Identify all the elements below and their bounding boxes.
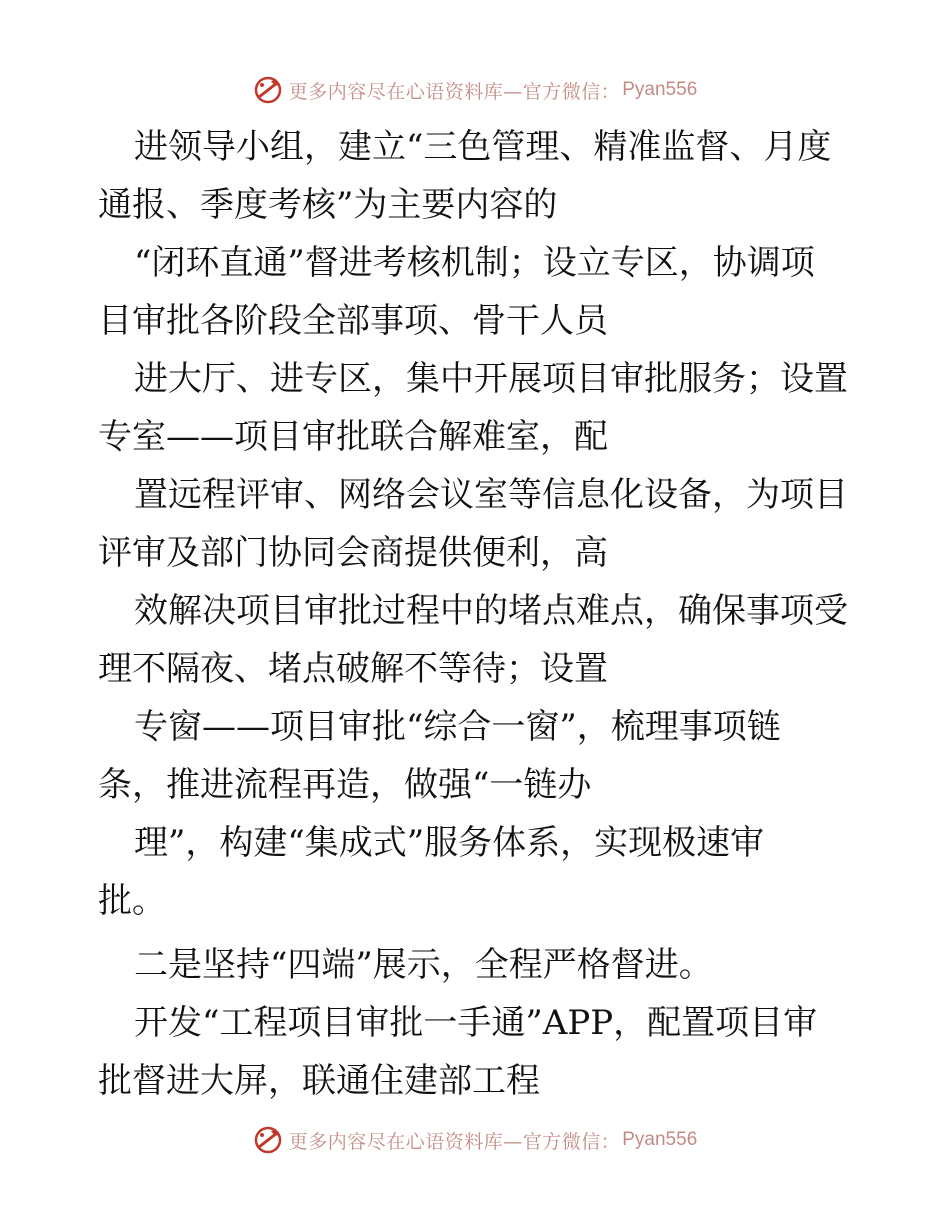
- text-line: 专室——项目审批联合解难室，配: [98, 417, 608, 457]
- quill-logo-icon: [253, 1125, 283, 1155]
- text-line: 评审及部门协同会商提供便利，高: [98, 533, 608, 573]
- text-line: 批。: [98, 881, 166, 921]
- footer-watermark: [0, 1120, 950, 1160]
- text-line: 效解决项目审批过程中的堵点难点，确保事项受: [134, 591, 848, 631]
- header-watermark: [0, 70, 950, 110]
- watermark-wechat-id: Pyan556: [622, 79, 698, 100]
- text-line: 通报、季度考核”为主要内容的: [98, 185, 558, 225]
- watermark-wechat-id: Pyan556: [622, 1129, 698, 1150]
- watermark-text: 更多内容尽在心语资料库—官方微信：: [288, 1130, 621, 1153]
- watermark-text: 更多内容尽在心语资料库—官方微信：: [288, 80, 621, 103]
- text-line: 理不隔夜、堵点破解不等待；设置: [98, 649, 608, 689]
- quill-logo-icon: [253, 75, 283, 105]
- text-line: 二是坚持“四端”展示，全程严格督进。: [134, 945, 713, 985]
- text-line: 专窗——项目审批“综合一窗”，梳理事项链: [134, 707, 781, 747]
- text-line: 进领导小组，建立“三色管理、精准监督、月度: [134, 127, 832, 167]
- text-line: 目审批各阶段全部事项、骨干人员: [98, 301, 608, 341]
- text-line: “闭环直通”督进考核机制；设立专区，协调项: [134, 243, 815, 283]
- text-line: 理”，构建“集成式”服务体系，实现极速审: [134, 823, 765, 863]
- text-line: 批督进大屏，联通住建部工程: [98, 1061, 540, 1101]
- text-line: 置远程评审、网络会议室等信息化设备，为项目: [134, 475, 848, 515]
- text-line: 条，推进流程再造，做强“一链办: [98, 765, 592, 805]
- text-line: 开发“工程项目审批一手通”APP，配置项目审: [134, 1003, 818, 1043]
- text-line: 进大厅、进专区，集中开展项目审批服务；设置: [134, 359, 848, 399]
